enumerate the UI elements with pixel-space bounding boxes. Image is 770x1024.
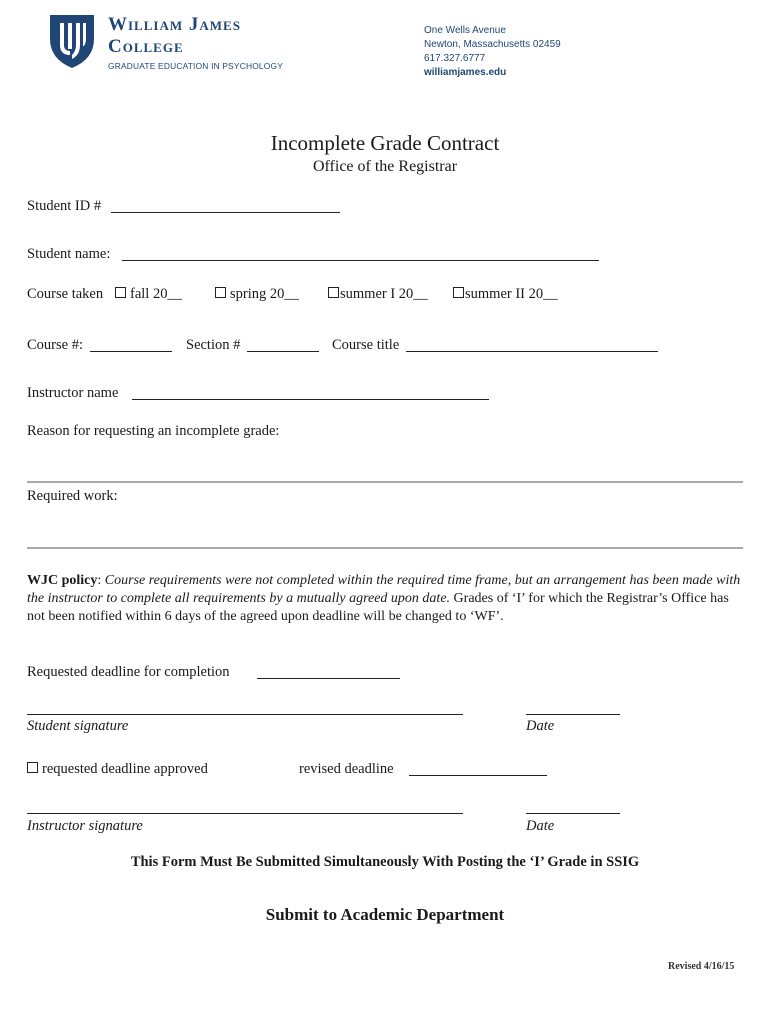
term-summer1-option[interactable]	[328, 286, 428, 303]
policy-text	[27, 572, 743, 626]
college-tagline: GRADUATE EDUCATION IN PSYCHOLOGY	[108, 61, 284, 71]
student-name-label: Student name:	[27, 246, 111, 262]
student-id-field[interactable]	[111, 212, 340, 213]
course-number-field[interactable]	[90, 351, 172, 352]
checkbox[interactable]	[453, 287, 464, 298]
instructor-date-field[interactable]	[526, 813, 620, 814]
reason-label: Reason for requesting an incomplete grade:	[27, 423, 280, 439]
college-name-line1: William James	[108, 14, 241, 35]
instructor-name-field[interactable]	[132, 399, 489, 400]
website-link[interactable]: williamjames.edu	[424, 67, 507, 78]
policy-italic-text: Course requirements were not completed within the required time frame, but an arrangement has been made with the instructor to complete all requirements by a mutually agreed upon date.	[27, 573, 741, 606]
instructor-signature-field[interactable]	[27, 813, 463, 814]
student-id-label: Student ID #	[27, 198, 102, 214]
checkbox[interactable]	[328, 287, 339, 298]
submission-notice: This Form Must Be Submitted Simultaneously With Posting the ‘I’ Grade in SSIG	[130, 854, 640, 870]
student-signature-field[interactable]	[27, 714, 463, 715]
course-number-label: Course #:	[27, 337, 83, 353]
policy-title: WJC policy	[27, 573, 98, 588]
form-subtitle: Office of the Registrar	[312, 158, 458, 175]
address-city: Newton, Massachusetts 02459	[424, 39, 561, 50]
course-title-label: Course title	[332, 337, 400, 353]
requested-deadline-label: Requested deadline for completion	[27, 664, 230, 680]
course-taken-label: Course taken	[27, 286, 104, 302]
term-spring-option[interactable]	[215, 286, 299, 303]
student-date-label: Date	[526, 718, 555, 734]
section-label: Section #	[186, 337, 241, 353]
checkbox[interactable]	[215, 287, 226, 298]
policy-rest-text: Grades of ‘I’ for which the Registrar’s Office has not been notified within 6 days of the agreed upon deadline will be changed to ‘WF’.	[27, 591, 729, 624]
revised-deadline-label: revised deadline	[299, 761, 394, 777]
reason-field[interactable]	[27, 481, 743, 483]
student-name-field[interactable]	[122, 260, 599, 261]
course-title-field[interactable]	[406, 351, 658, 352]
form-title: Incomplete Grade Contract	[270, 131, 500, 155]
college-name-line2: College	[108, 36, 184, 57]
submit-instruction: Submit to Academic Department	[265, 905, 505, 924]
revised-deadline-field[interactable]	[409, 775, 547, 776]
deadline-approved-option[interactable]	[27, 761, 208, 778]
required-work-label: Required work:	[27, 488, 118, 504]
policy-colon: :	[97, 573, 105, 588]
instructor-date-label: Date	[526, 818, 555, 834]
required-work-field[interactable]	[27, 547, 743, 549]
student-signature-label: Student signature	[27, 718, 129, 734]
term-summer2-option[interactable]	[453, 286, 558, 303]
term-summer2-label: summer II 20__	[465, 286, 558, 302]
instructor-name-label: Instructor name	[27, 385, 119, 401]
term-fall-label: fall 20__	[130, 286, 182, 302]
requested-deadline-field[interactable]	[257, 678, 400, 679]
address-street: One Wells Avenue	[424, 25, 506, 36]
checkbox[interactable]	[27, 762, 38, 773]
student-date-field[interactable]	[526, 714, 620, 715]
checkbox[interactable]	[115, 287, 126, 298]
term-spring-label: spring 20__	[230, 286, 299, 302]
section-field[interactable]	[247, 351, 319, 352]
college-shield-logo	[48, 13, 96, 69]
term-fall-option[interactable]	[115, 286, 182, 303]
revision-date: Revised 4/16/15	[668, 961, 735, 972]
deadline-approved-label: requested deadline approved	[42, 761, 208, 777]
phone-number: 617.327.6777	[424, 53, 486, 64]
term-summer1-label: summer I 20__	[340, 286, 428, 302]
instructor-signature-label: Instructor signature	[27, 818, 143, 834]
